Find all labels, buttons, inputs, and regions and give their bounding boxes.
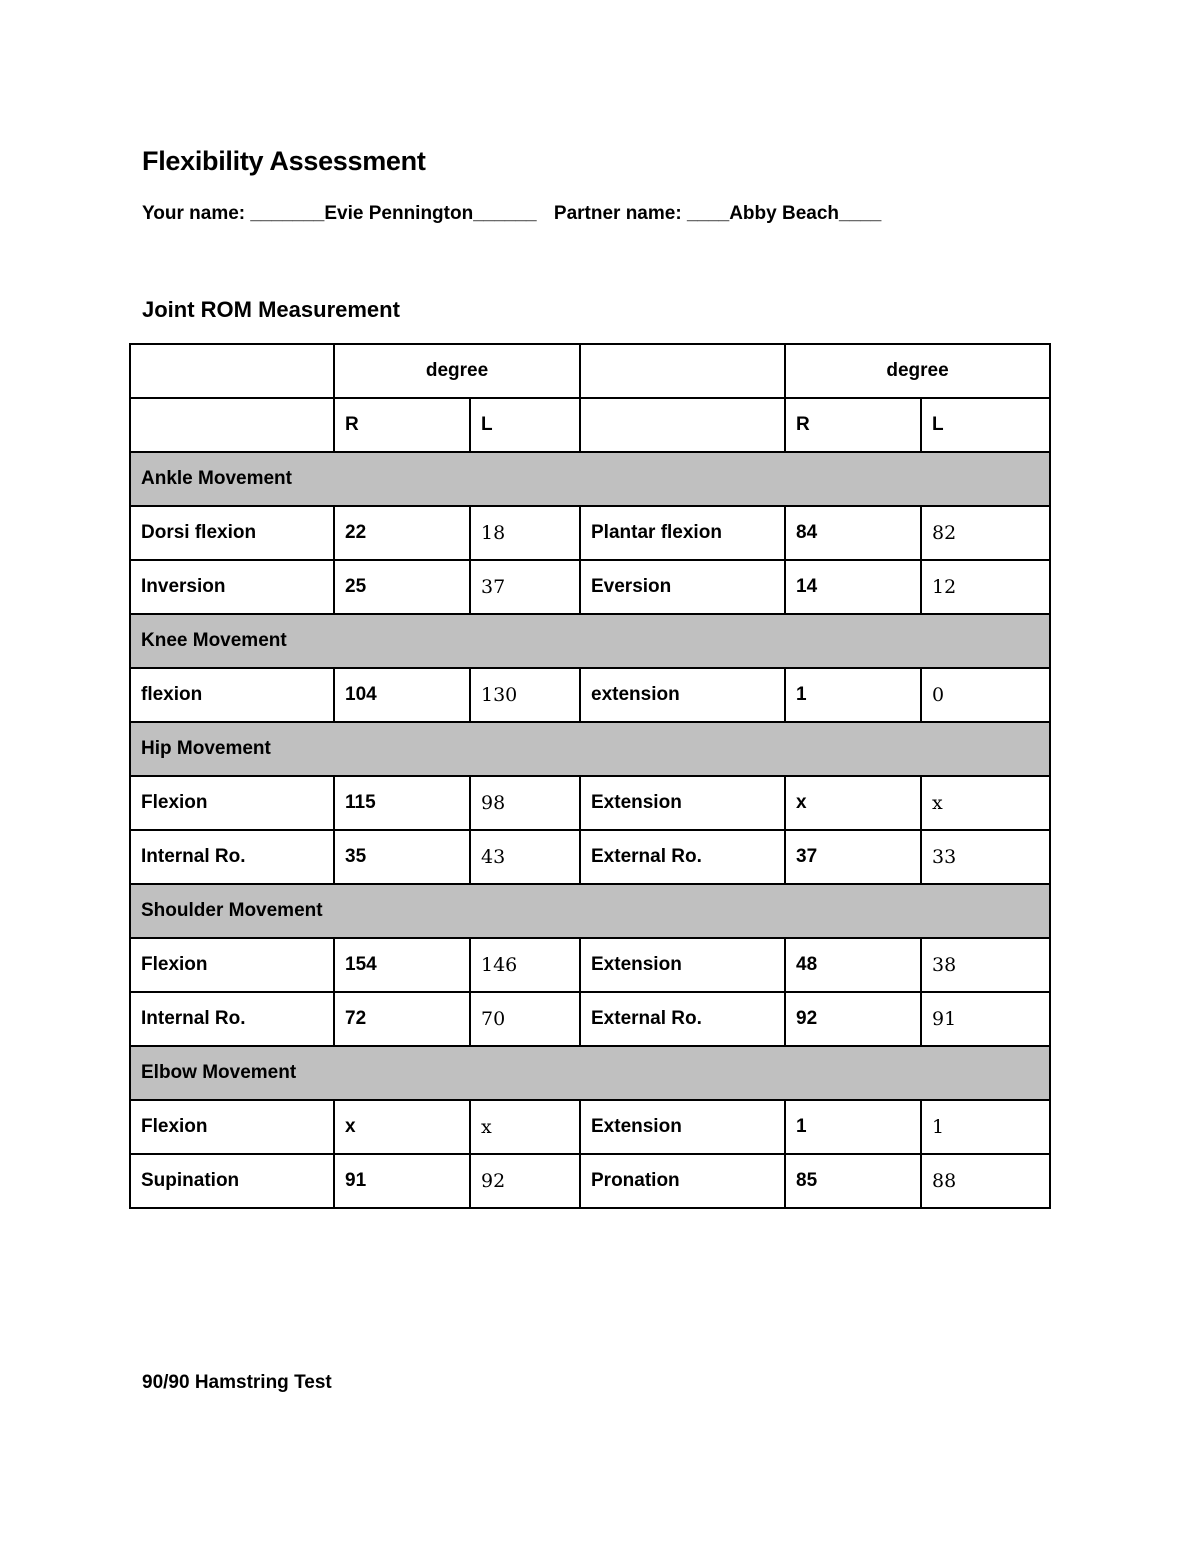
- right-value-cell: 1: [785, 1100, 921, 1154]
- right-value-cell: 104: [334, 668, 470, 722]
- subheader-r-right: R: [785, 398, 921, 452]
- table-row: [130, 830, 1050, 884]
- left-value-cell: 92: [470, 1154, 580, 1208]
- table-header-row: [130, 344, 1050, 398]
- movement-right-cell: Extension: [580, 1100, 785, 1154]
- right-value-cell: 37: [785, 830, 921, 884]
- table-row: [130, 560, 1050, 614]
- movement-right-cell: extension: [580, 668, 785, 722]
- movement-right-cell: Pronation: [580, 1154, 785, 1208]
- right-value-cell: 14: [785, 560, 921, 614]
- movement-right-cell: Extension: [580, 938, 785, 992]
- movement-left-cell: Internal Ro.: [130, 992, 334, 1046]
- movement-right-cell: External Ro.: [580, 830, 785, 884]
- right-value-cell: 35: [334, 830, 470, 884]
- right-value-cell: 92: [785, 992, 921, 1046]
- group-header-cell: Hip Movement: [130, 722, 1050, 776]
- table-subheader-row: [130, 398, 1050, 452]
- partner-name-label: Partner name:: [553, 203, 687, 224]
- movement-left-cell: Flexion: [130, 1100, 334, 1154]
- movement-left-cell: flexion: [130, 668, 334, 722]
- group-header-row: [130, 1046, 1050, 1100]
- movement-left-cell: Flexion: [130, 938, 334, 992]
- rom-table: [129, 343, 1051, 1209]
- section-title: Joint ROM Measurement: [142, 297, 400, 322]
- table-row: [130, 776, 1050, 830]
- left-value-cell: 88: [921, 1154, 1050, 1208]
- header-blank-cell: [580, 344, 785, 398]
- header-degree-right: degree: [785, 344, 1050, 398]
- left-value-cell: 18: [470, 506, 580, 560]
- left-value-cell: 33: [921, 830, 1050, 884]
- table-row: [130, 1100, 1050, 1154]
- partner-name-value: ____Abby Beach____: [686, 203, 882, 224]
- movement-left-cell: Inversion: [130, 560, 334, 614]
- group-header-row: [130, 884, 1050, 938]
- group-header-cell: Elbow Movement: [130, 1046, 1050, 1100]
- left-value-cell: 38: [921, 938, 1050, 992]
- left-value-cell: 91: [921, 992, 1050, 1046]
- movement-right-cell: Eversion: [580, 560, 785, 614]
- left-value-cell: x: [470, 1100, 580, 1154]
- your-name-label: Your name:: [142, 203, 251, 224]
- group-header-cell: Knee Movement: [130, 614, 1050, 668]
- right-value-cell: 25: [334, 560, 470, 614]
- left-value-cell: 1: [921, 1100, 1050, 1154]
- table-row: [130, 992, 1050, 1046]
- group-header-row: [130, 452, 1050, 506]
- left-value-cell: x: [921, 776, 1050, 830]
- left-value-cell: 37: [470, 560, 580, 614]
- right-value-cell: 91: [334, 1154, 470, 1208]
- right-value-cell: 22: [334, 506, 470, 560]
- left-value-cell: 146: [470, 938, 580, 992]
- right-value-cell: x: [785, 776, 921, 830]
- movement-right-cell: Plantar flexion: [580, 506, 785, 560]
- subheader-blank-cell: [130, 398, 334, 452]
- right-value-cell: 84: [785, 506, 921, 560]
- group-header-row: [130, 722, 1050, 776]
- movement-left-cell: Internal Ro.: [130, 830, 334, 884]
- your-name-value: _______Evie Pennington______: [250, 203, 537, 224]
- left-value-cell: 98: [470, 776, 580, 830]
- name-line: [142, 203, 881, 225]
- movement-left-cell: Supination: [130, 1154, 334, 1208]
- movement-right-cell: Extension: [580, 776, 785, 830]
- header-degree-left: degree: [334, 344, 580, 398]
- movement-left-cell: Dorsi flexion: [130, 506, 334, 560]
- right-value-cell: 48: [785, 938, 921, 992]
- right-value-cell: 85: [785, 1154, 921, 1208]
- group-header-cell: Shoulder Movement: [130, 884, 1050, 938]
- group-header-cell: Ankle Movement: [130, 452, 1050, 506]
- subheader-blank-cell: [580, 398, 785, 452]
- right-value-cell: 115: [334, 776, 470, 830]
- left-value-cell: 70: [470, 992, 580, 1046]
- right-value-cell: x: [334, 1100, 470, 1154]
- left-value-cell: 0: [921, 668, 1050, 722]
- subheader-r-left: R: [334, 398, 470, 452]
- subheader-l-right: L: [921, 398, 1050, 452]
- header-blank-cell: [130, 344, 334, 398]
- document-title: Flexibility Assessment: [142, 146, 426, 176]
- movement-left-cell: Flexion: [130, 776, 334, 830]
- table-row: [130, 1154, 1050, 1208]
- left-value-cell: 43: [470, 830, 580, 884]
- right-value-cell: 1: [785, 668, 921, 722]
- group-header-row: [130, 614, 1050, 668]
- footer-title: 90/90 Hamstring Test: [142, 1372, 332, 1393]
- left-value-cell: 12: [921, 560, 1050, 614]
- subheader-l-left: L: [470, 398, 580, 452]
- movement-right-cell: External Ro.: [580, 992, 785, 1046]
- left-value-cell: 82: [921, 506, 1050, 560]
- left-value-cell: 130: [470, 668, 580, 722]
- right-value-cell: 72: [334, 992, 470, 1046]
- right-value-cell: 154: [334, 938, 470, 992]
- table-row: [130, 668, 1050, 722]
- table-row: [130, 506, 1050, 560]
- table-row: [130, 938, 1050, 992]
